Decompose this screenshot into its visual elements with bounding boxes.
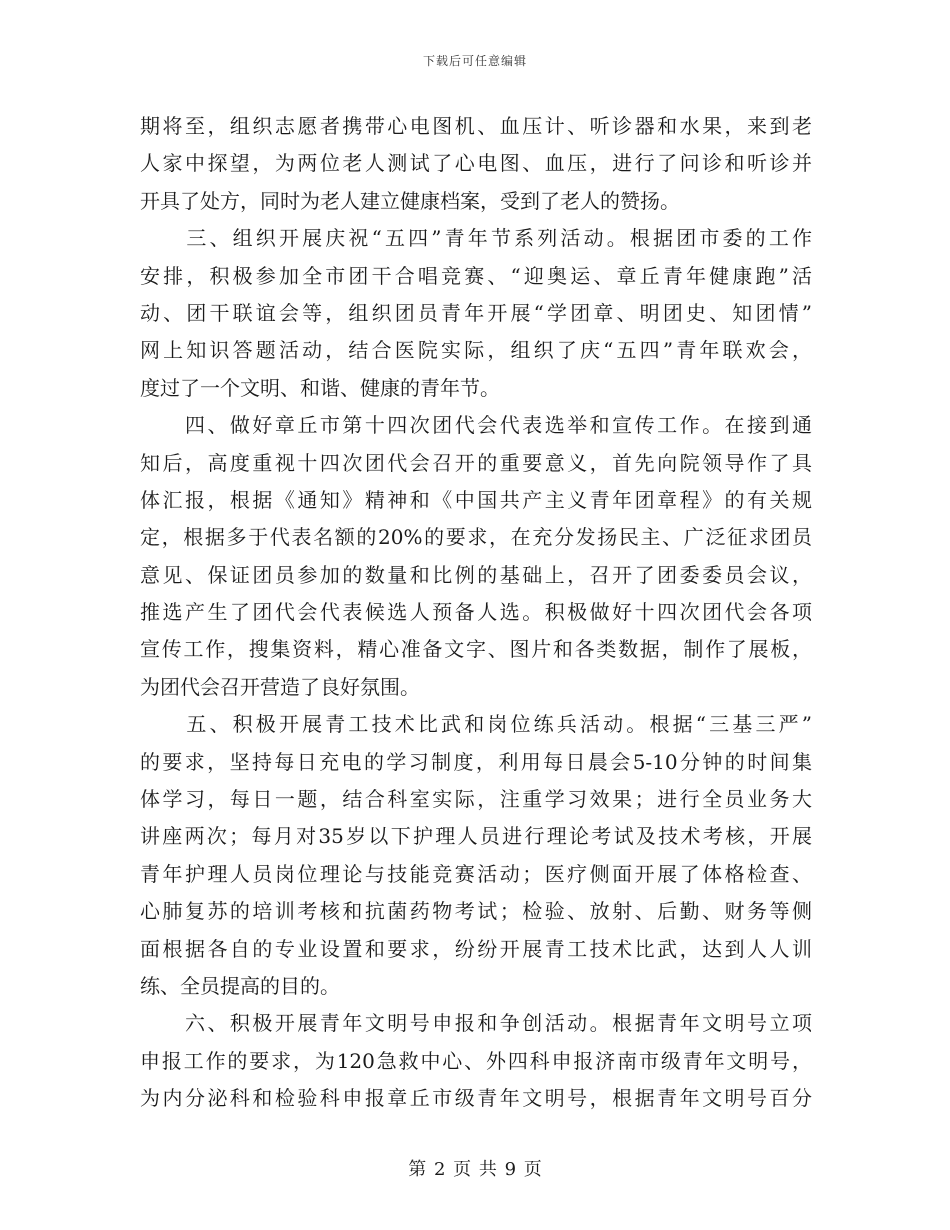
text-line: 五、积极开展青工技术比武和岗位练兵活动。根据“三基三严” bbox=[140, 712, 812, 737]
text-line: 意见、保证团员参加的数量和比例的基础上，召开了团委委员会议， bbox=[140, 562, 812, 587]
text-line: 推选产生了团代会代表候选人预备人选。积极做好十四次团代会各项 bbox=[140, 600, 812, 625]
text-line: 安排，积极参加全市团干合唱竞赛、“迎奥运、章丘青年健康跑”活 bbox=[140, 263, 812, 288]
text-line: 定，根据多于代表名额的20%的要求，在充分发扬民主、广泛征求团员 bbox=[140, 525, 812, 550]
text-line: 人家中探望，为两位老人测试了心电图、血压，进行了问诊和听诊并 bbox=[140, 151, 812, 176]
text-line: 练、全员提高的目的。 bbox=[140, 973, 340, 998]
text-line: 期将至，组织志愿者携带心电图机、血压计、听诊器和水果，来到老 bbox=[140, 114, 812, 138]
text-line: 为团代会召开营造了良好氛围。 bbox=[140, 674, 420, 699]
text-line: 网上知识答题活动，结合医院实际，组织了庆“五四”青年联欢会， bbox=[140, 338, 812, 363]
text-line: 开具了处方，同时为老人建立健康档案，受到了老人的赞扬。 bbox=[140, 188, 680, 213]
text-line: 为内分泌科和检验科申报章丘市级青年文明号，根据青年文明号百分 bbox=[140, 1086, 812, 1111]
text-line: 宣传工作，搜集资料，精心准备文字、图片和各类数据，制作了展板， bbox=[140, 637, 812, 662]
text-line: 心肺复苏的培训考核和抗菌药物考试；检验、放射、后勤、财务等侧 bbox=[140, 899, 812, 924]
page-number-footer: 第 2 页 共 9 页 bbox=[408, 1159, 542, 1180]
text-line: 六、积极开展青年文明号申报和争创活动。根据青年文明号立项 bbox=[140, 1011, 812, 1036]
text-line: 三、组织开展庆祝“五四”青年节系列活动。根据团市委的工作 bbox=[140, 226, 812, 251]
text-line: 体汇报，根据《通知》精神和《中国共产主义青年团章程》的有关规 bbox=[140, 487, 812, 512]
text-line: 度过了一个文明、和谐、健康的青年节。 bbox=[140, 375, 500, 400]
text-line: 知后，高度重视十四次团代会召开的重要意义，首先向院领导作了具 bbox=[140, 450, 812, 475]
page-header: 下载后可任意编辑 bbox=[422, 54, 527, 68]
text-line: 申报工作的要求，为120急救中心、外四科申报济南市级青年文明号， bbox=[140, 1048, 812, 1073]
text-line: 面根据各自的专业设置和要求，纷纷开展青工技术比武，达到人人训 bbox=[140, 936, 812, 961]
document-body bbox=[140, 108, 812, 1118]
text-line: 讲座两次；每月对35岁以下护理人员进行理论考试及技术考核，开展 bbox=[140, 824, 812, 849]
text-line: 的要求，坚持每日充电的学习制度，利用每日晨会5-10分钟的时间集 bbox=[140, 749, 812, 774]
text-line: 四、做好章丘市第十四次团代会代表选举和宣传工作。在接到通 bbox=[140, 413, 812, 438]
text-line: 体学习，每日一题，结合科室实际，注重学习效果；进行全员业务大 bbox=[140, 787, 812, 812]
text-line: 青年护理人员岗位理论与技能竞赛活动；医疗侧面开展了体格检查、 bbox=[140, 861, 812, 886]
text-line: 动、团干联谊会等，组织团员青年开展“学团章、明团史、知团情” bbox=[140, 300, 812, 325]
